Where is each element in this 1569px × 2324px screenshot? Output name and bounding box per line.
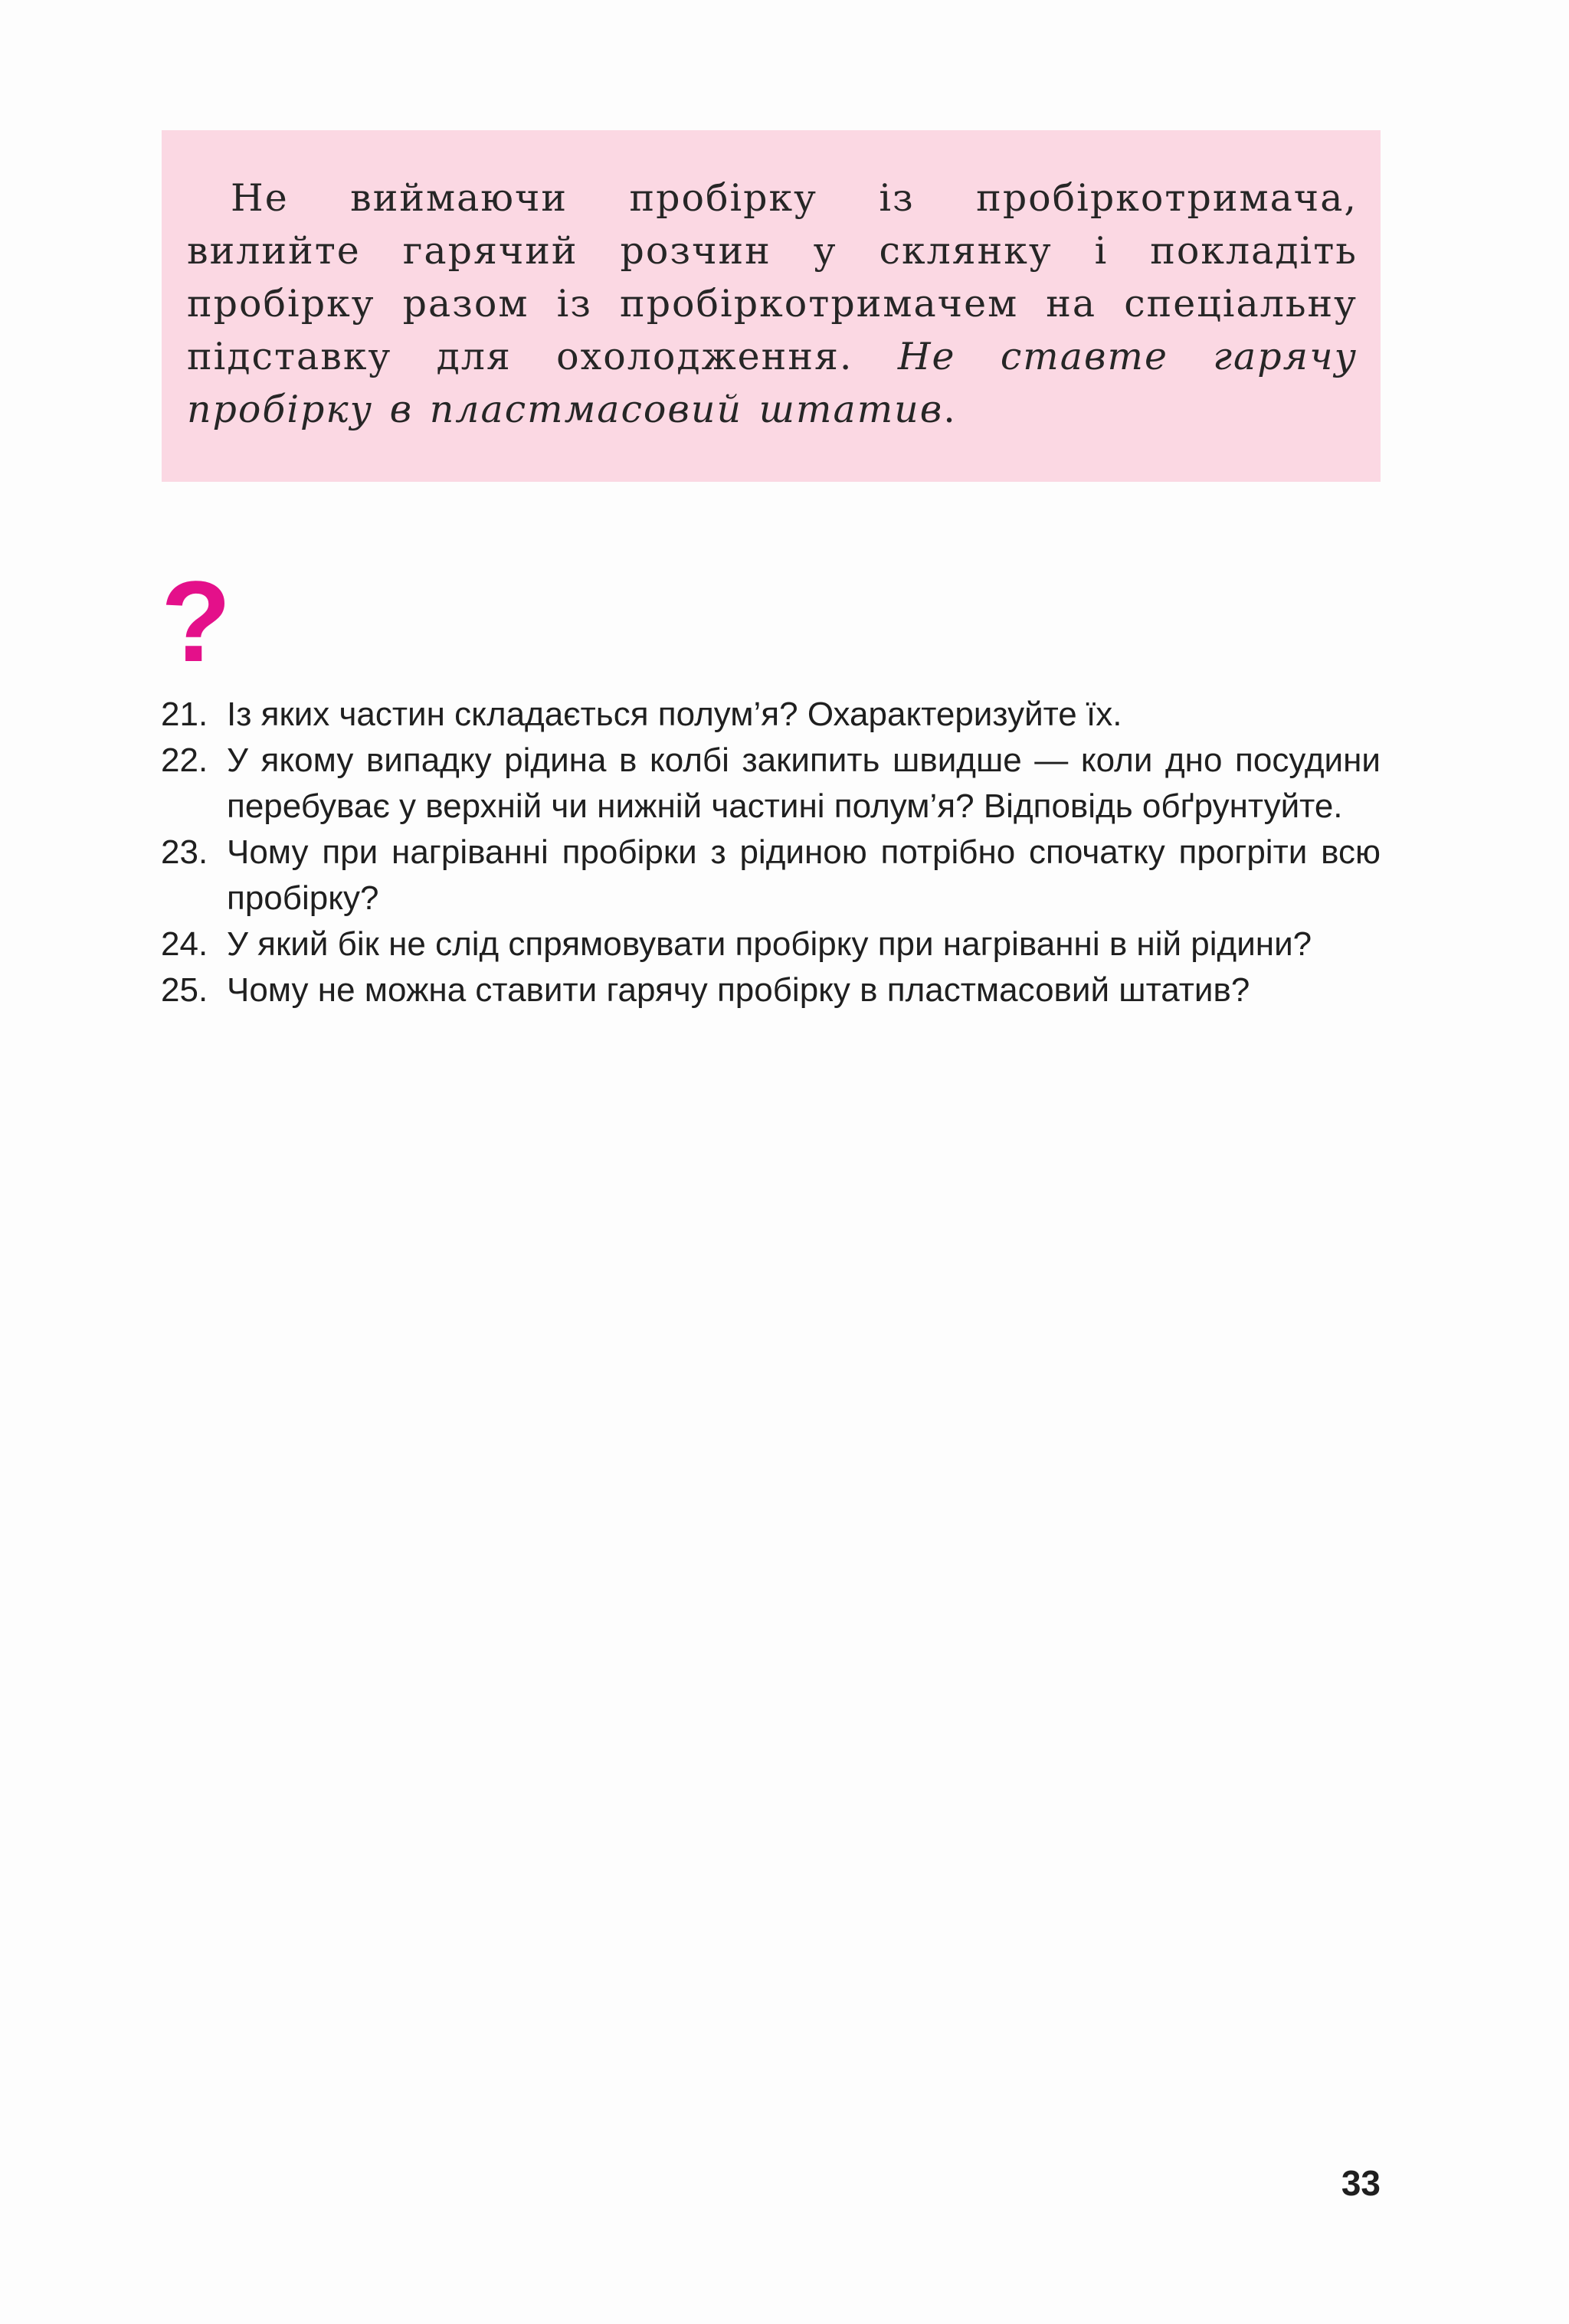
question-text: Чому при нагріванні пробірки з рідиною потрібно спочатку прогріти всю пробірку? [227,833,1381,917]
question-item [161,967,1381,1013]
question-text: Із яких частин складається полум’я? Охарактеризуйте їх. [227,696,1122,733]
question-mark-icon: ? [161,557,231,686]
question-number: 23. [161,833,208,871]
question-text: У якому випадку рідина в колбі закипить швидше — коли дно посудини перебуває у верхній чи нижній частині полум’я? Відповідь обґрунтуйте. [227,741,1381,825]
question-text: Чому не можна ставити гарячу пробірку в пластмасовий штатив? [227,971,1250,1009]
question-text: У який бік не слід спрямовувати пробірку при нагріванні в ній рідини? [227,925,1312,963]
question-number: 21. [161,696,208,733]
safety-note-regular-text: Не виймаючи пробірку із пробіркотримача, вилийте гарячий розчин у склянку і покладіть пробірку разом із пробіркотримачем на спеціальну підставку для охолодження. [187,176,1358,378]
page-number: 33 [1341,2163,1381,2203]
safety-note-warning-text: Не ставте гарячу пробірку в пластмасовий штатив [187,335,1358,431]
question-number: 25. [161,971,208,1009]
safety-note-text [187,172,1358,436]
question-item [161,692,1381,738]
safety-note-end-punctuation: . [943,388,957,431]
questions-list [161,692,1381,1013]
question-number: 22. [161,741,208,779]
question-number: 24. [161,925,208,963]
question-item [161,830,1381,921]
question-item [161,921,1381,967]
safety-note-box [162,130,1381,482]
question-item [161,738,1381,830]
